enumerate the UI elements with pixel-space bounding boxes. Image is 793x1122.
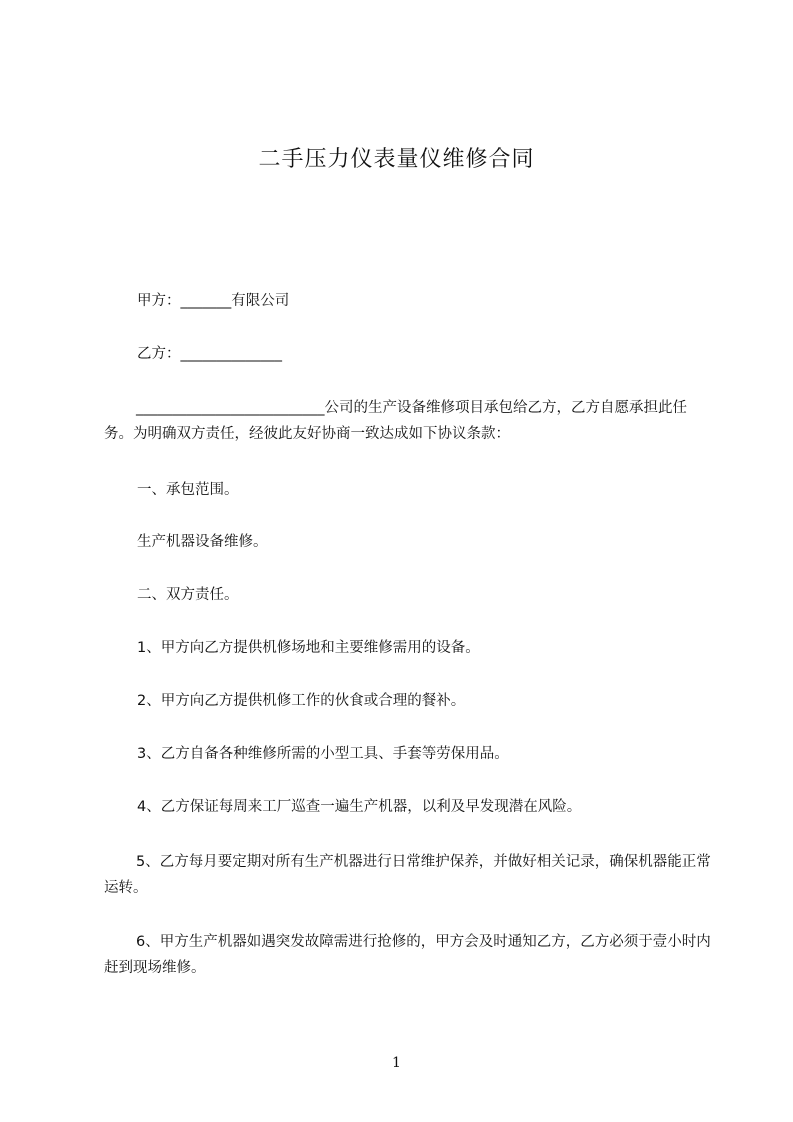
intro-paragraph: __________________________公司的生产设备维修项目承包给乙方，乙方自愿承担此任务。为明确双方责任，经彼此友好协商一致达成如下协议条款： xyxy=(104,400,687,442)
responsibility-item-1: 1、甲方向乙方提供机修场地和主要维修需用的设备。 xyxy=(137,640,480,656)
responsibility-item-3: 3、乙方自备各种维修所需的小型工具、手套等劳保用品。 xyxy=(137,746,509,762)
responsibility-item-2: 2、甲方向乙方提供机修工作的伙食或合理的餐补。 xyxy=(137,693,466,709)
party-a-line: 甲方：_______有限公司 xyxy=(137,293,290,309)
responsibility-item-5: 5、乙方每月要定期对所有生产机器进行日常维护保养，并做好相关记录，确保机器能正常运转。 xyxy=(104,854,711,896)
document-title: 二手压力仪表量仪维修合同 xyxy=(258,147,535,172)
party-b-line: 乙方：______________ xyxy=(137,346,282,362)
section-2-heading: 二、双方责任。 xyxy=(137,587,239,603)
page-number: 1 xyxy=(392,1055,401,1071)
section-1-text: 生产机器设备维修。 xyxy=(137,534,268,550)
section-1-heading: 一、承包范围。 xyxy=(137,482,239,498)
responsibility-item-4: 4、乙方保证每周来工厂巡查一遍生产机器，以利及早发现潜在风险。 xyxy=(137,799,582,815)
responsibility-item-6: 6、甲方生产机器如遇突发故障需进行抢修的，甲方会及时通知乙方，乙方必须于壹小时内赶到现场维修。 xyxy=(104,934,711,976)
